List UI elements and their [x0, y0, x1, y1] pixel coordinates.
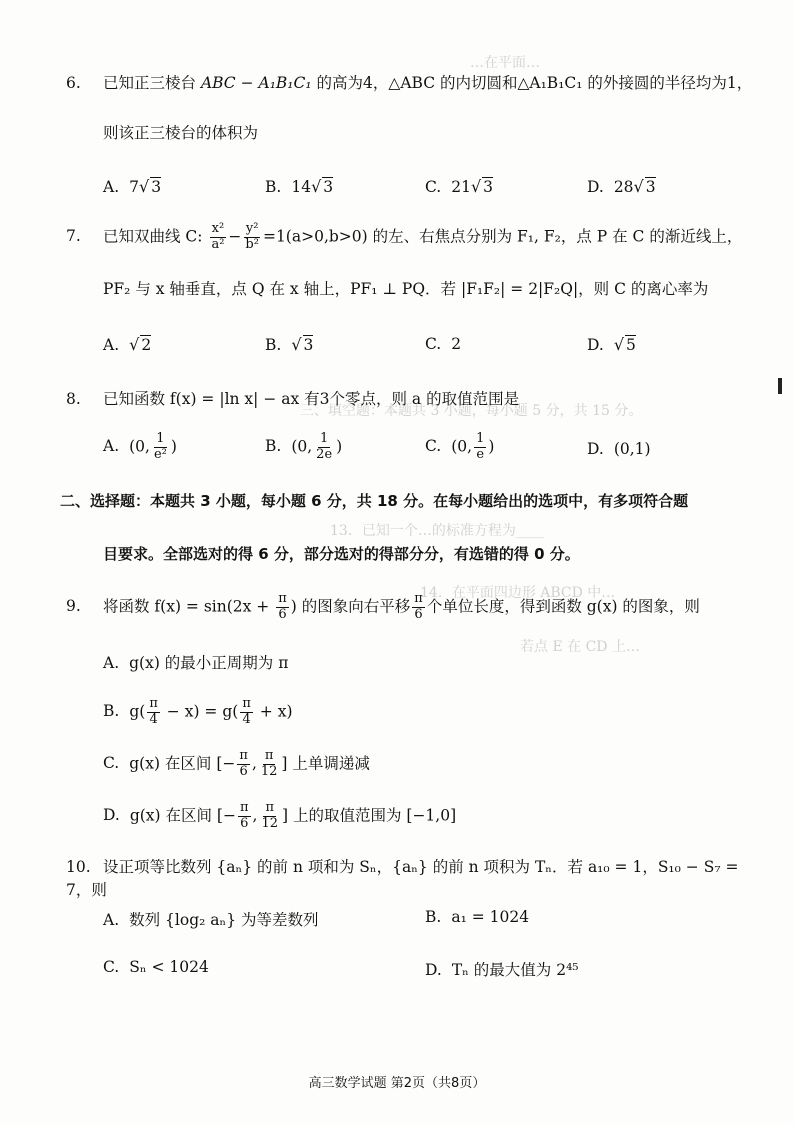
option-c: C. (0, $\frac{1}{e}$ )	[425, 431, 495, 462]
question-text: 将函数 f(x) = sin(2x +	[103, 597, 275, 616]
question-8	[66, 388, 754, 411]
edge-mark	[778, 378, 782, 394]
option-d: D. √ 5	[587, 335, 636, 354]
option-d: D. g(x) 在区间 [− $\frac{\pi}{6}$ , $\frac{\pi}{12}$ ] 上的取值范围为 [−1,0]	[103, 800, 457, 831]
option-b: B. g( $\frac{\pi}{4}$ − x) = g( $\frac{\pi}{4}$ + x)	[103, 696, 293, 727]
question-number: 9.	[66, 597, 81, 616]
question-6	[66, 72, 754, 95]
section-heading: 二、选择题：本题共 3 小题，每小题 6 分，共 18 分。在每小题给出的选项中，有多项符合题	[60, 492, 689, 510]
option-c: C. 2	[425, 335, 462, 353]
fraction: $\frac{\text{x²}}{\text{a²}}$	[211, 221, 225, 252]
option-c: C. g(x) 在区间 [− $\frac{\pi}{6}$ , $\frac{\pi}{12}$ ] 上单调递减	[103, 748, 370, 779]
section-heading-line2: 目要求。全部选对的得 6 分，部分选对的得部分分，有选错的得 0 分。	[103, 545, 580, 563]
question-number: 7.	[66, 227, 81, 246]
option-b: B. √ 3	[265, 335, 314, 354]
question-text: 已知双曲线 C:	[103, 227, 208, 246]
math-solid: ABC − A₁B₁C₁	[200, 74, 312, 92]
question-text: 的高为4，△ABC 的内切圆和△A₁B₁C₁ 的外接圆的半径均为1，	[311, 74, 753, 92]
question-7: 7. 已知双曲线 C: $\frac{\text{x²}}{\text{a²}}$ − $\frac{\text{y²}}{\text{b²}}$ =1(a>0,b>0) 的左、右焦点分别为 F₁, F₂，点 P 在 C 的渐近线上，	[66, 221, 743, 252]
bleed-text-1: …在平面…	[470, 55, 540, 71]
option-d: D. 28√ 3	[587, 177, 656, 196]
question-7-line2: PF₂ 与 x 轴垂直，点 Q 在 x 轴上，PF₁ ⊥ PQ．若 |F₁F₂| = 2|F₂Q|，则 C 的离心率为	[103, 280, 709, 298]
option-a: A. g(x) 的最小正周期为 π	[103, 654, 289, 672]
bleed-text-5: 若点 E 在 CD 上…	[520, 639, 640, 655]
bleed-text-2: 三、填空题：本题共 3 小题，每小题 5 分，共 15 分。	[300, 403, 643, 419]
option-c: C. 21√ 3	[425, 177, 494, 196]
option-a: A. 数列 {log₂ aₙ} 为等差数列	[103, 911, 319, 929]
question-text: =1(a>0,b>0) 的左、右焦点分别为 F₁, F₂，点 P 在 C 的渐近线上，	[262, 227, 743, 246]
option-a: A. 7√ 3	[103, 177, 162, 196]
question-number: 6.	[66, 74, 81, 92]
option-c: C. Sₙ < 1024	[103, 958, 209, 976]
question-text: 已知正三棱台	[103, 74, 201, 92]
option-a: A. √ 2	[103, 335, 152, 354]
fraction: $\frac{\text{y²}}{\text{b²}}$	[245, 221, 259, 252]
bleed-text-4: 14．在平面四边形 ABCD 中…	[420, 585, 616, 601]
question-9: 9. 将函数 f(x) = sin(2x + $\frac{\pi}{6}$ ) 的图象向右平移 $\frac{\pi}{6}$ 个单位长度，得到函数 g(x) 的图象，则	[66, 591, 700, 622]
option-a: A. (0, $\frac{1}{\text{e²}}$ )	[103, 431, 177, 462]
page-footer: 高三数学试题 第2页（共8页）	[308, 1076, 486, 1091]
bleed-text-3: 13．已知一个…的标准方程为____	[330, 523, 544, 539]
question-number: 10.	[66, 858, 91, 876]
question-number: 8.	[66, 390, 81, 408]
option-b: B. 14√ 3	[265, 177, 334, 196]
option-d: D. (0,1)	[587, 440, 651, 458]
option-b: B. a₁ = 1024	[425, 908, 530, 926]
question-10	[66, 856, 754, 903]
option-d: D. Tₙ 的最大值为 2⁴⁵	[425, 961, 579, 979]
option-b: B. (0, $\frac{1}{2e}$ )	[265, 431, 343, 462]
question-text: 设正项等比数列 {aₙ} 的前 n 项和为 Sₙ，{aₙ} 的前 n 项积为 Tₙ．若 a₁₀ = 1，S₁₀ − S₇ = 7，则	[66, 858, 739, 900]
question-text: 已知函数 f(x) = |ln x| − ax 有3个零点，则 a 的取值范围是	[103, 390, 520, 408]
question-6-line2: 则该正三棱台的体积为	[103, 124, 259, 142]
